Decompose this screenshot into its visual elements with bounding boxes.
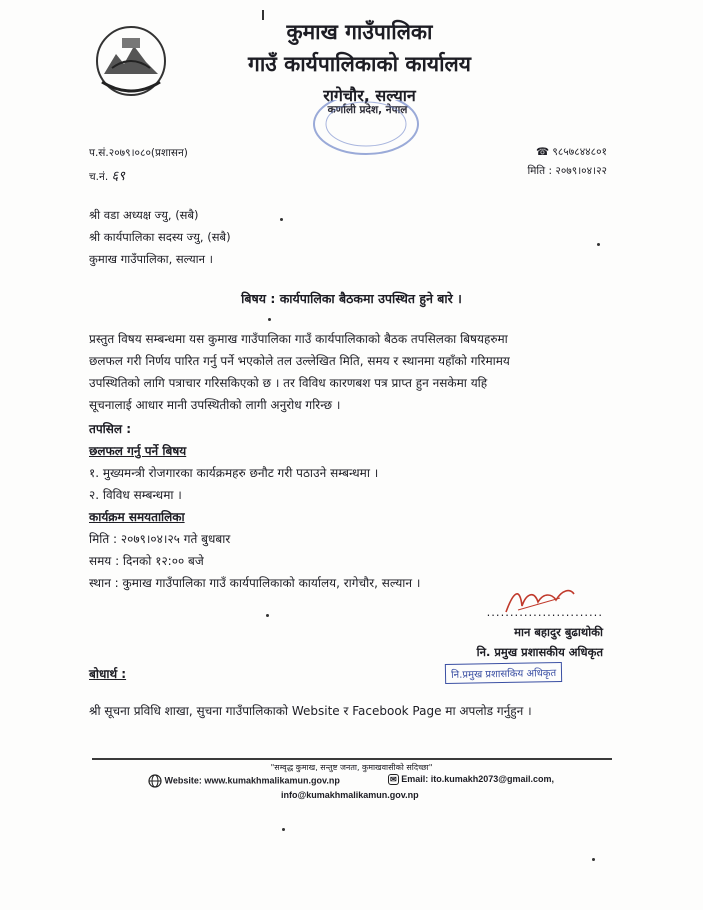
addressee-line: श्री वडा अध्यक्ष ज्यु, (सबै) — [89, 208, 199, 222]
schedule-heading: कार्यक्रम समयतालिका — [89, 510, 185, 524]
office-seal-icon — [302, 100, 426, 156]
addressee-line: श्री कार्यपालिका सदस्य ज्यु, (सबै) — [89, 230, 231, 244]
body-paragraph: प्रस्तुत विषय सम्बन्धमा यस कुमाख गाउँपालिका गाउँ कार्यपालिकाको बैठक तपसिलका बिषयहरुमा छलफल गरी निर्णय पारित गर्नु पर्ने भएकोले तल उल्लेखित मिति, समय र स्थानमा यहाँको गरिमामय उपस्थितिको लागि पत्राचार गरिसकिएको छ । तर विविध कारणबश पत्र प्राप्त हुन नसकेमा यहि सूचनालाई आधार मानी उपस्थितीको लागी अनुरोध गरिन्छ । — [89, 332, 510, 412]
chalani-number: च.नं. ६९ — [89, 169, 126, 184]
footer-email2: info@kumakhmalikamun.gov.np — [281, 790, 419, 800]
agenda-item: २. विविध सम्बन्धमा । — [89, 488, 182, 502]
phone-icon: ☎ — [535, 146, 550, 158]
email-icon: ✉ — [390, 775, 397, 785]
scan-mark — [282, 828, 285, 831]
schedule-time: समय : दिनको १२:०० बजे — [89, 554, 204, 568]
header-line4: कर्णाली प्रदेश, नेपाल — [327, 104, 408, 116]
scan-mark — [280, 218, 283, 221]
patra-sankhya: प.सं.२०७९।०८०(प्रशासन) — [89, 147, 188, 159]
scan-mark — [262, 10, 264, 20]
agenda-item: १. मुख्यमन्त्री रोजगारका कार्यक्रमहरु छनौट गरी पठाउने सम्बन्धमा । — [89, 466, 379, 480]
footer-motto: "सम्वृद्ध कुमाख, सन्तुष्ट जनता, कुमाखवासीको सदिच्छा" — [270, 763, 433, 772]
phone-number: ☎ ९८५७८४४८०१ — [535, 146, 607, 158]
addressee-line: कुमाख गाउँपालिका, सल्यान । — [89, 252, 213, 266]
signatory-name: मान बहादुर बुढाथोकी — [514, 625, 603, 639]
bodharth-label: बोधार्थ : — [89, 667, 127, 681]
footer-email: ✉ Email: ito.kumakh2073@gmail.com, — [390, 774, 555, 785]
globe-icon — [148, 774, 162, 788]
schedule-date: मिति : २०७९।०४।२५ गते बुधबार — [89, 532, 231, 546]
footer-divider — [92, 758, 612, 760]
letter-date: मिति : २०७९।०४।२२ — [527, 165, 607, 177]
schedule-venue: स्थान : कुमाख गाउँपालिका गाउँ कार्यपालिकाको कार्यालय, रागेचौर, सल्यान । — [89, 576, 421, 590]
cc-line: श्री सूचना प्रविधि शाखा, सुचना गाउँपालिकाको Website र Facebook Page मा अपलोड गर्नुहुन । — [89, 704, 532, 718]
scan-mark — [597, 243, 600, 246]
tapasil-label: तपसिल : — [89, 422, 131, 436]
footer-website: Website: www.kumakhmalikamun.gov.np — [148, 774, 340, 788]
signature-dots: ......................... — [486, 605, 603, 619]
subject-line: बिषय : कार्यपालिका बैठकमा उपस्थित हुने बारे । — [241, 291, 462, 306]
designation-stamp: नि.प्रमुख प्रशासकिय अधिकृत — [445, 662, 563, 684]
scan-mark — [266, 614, 269, 617]
header-line1: कुमाख गाउँपालिका — [286, 20, 433, 44]
scan-mark — [268, 318, 271, 321]
header-line2: गाउँ कार्यपालिकाको कार्यालय — [248, 52, 471, 76]
header-line3: रागेचौर, सल्यान — [323, 86, 416, 105]
scan-mark — [592, 858, 595, 861]
signatory-title: नि. प्रमुख प्रशासकीय अधिकृत — [476, 645, 603, 659]
agenda-heading: छलफल गर्नु पर्ने बिषय — [89, 444, 187, 458]
